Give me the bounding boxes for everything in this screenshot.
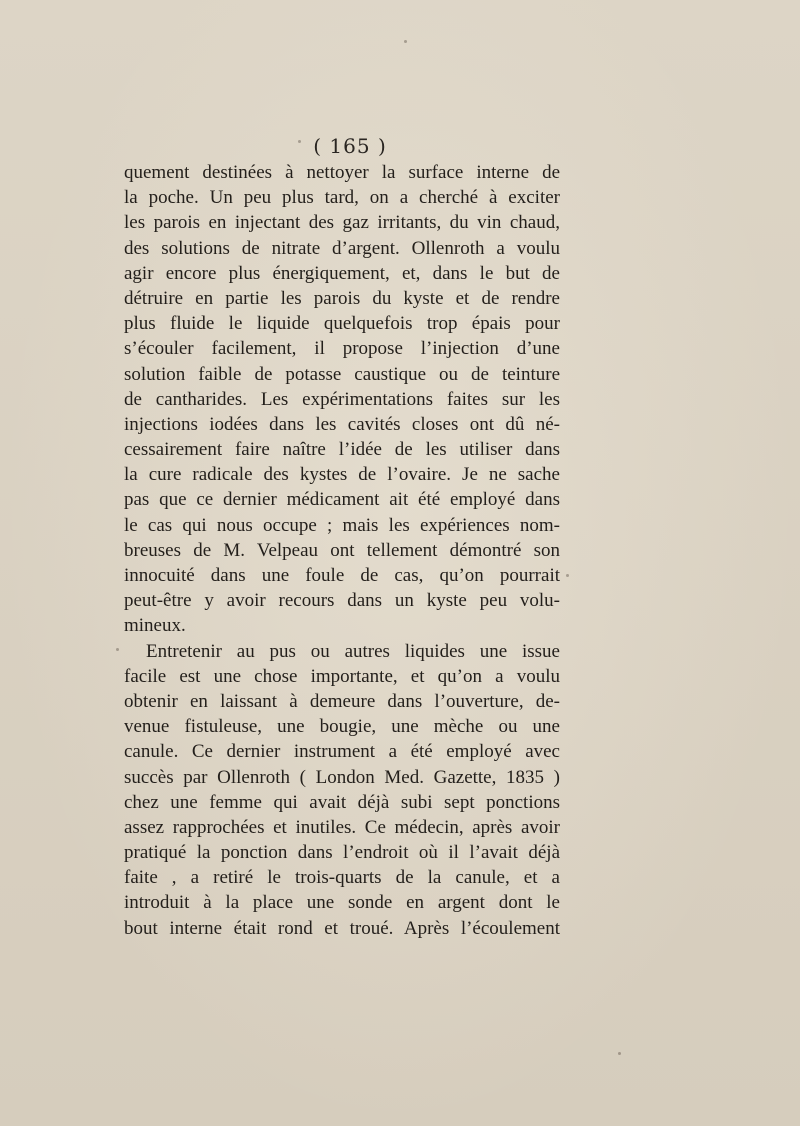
text-line: le cas qui nous occupe ; mais les expériences nom- — [124, 514, 560, 536]
speck — [116, 648, 119, 651]
text-line-paragraph-start: Entretenir au pus ou autres liquides une issue — [146, 640, 560, 662]
text-line: assez rapprochées et inutiles. Ce médecin, après avoir — [124, 816, 560, 838]
text-line: détruire en partie les parois du kyste et de rendre — [124, 287, 560, 309]
text-line-paragraph-end: mineux. — [124, 615, 186, 637]
text-line: breuses de M. Velpeau ont tellement démontré son — [124, 539, 560, 561]
text-line: la cure radicale des kystes de l’ovaire. Je ne sache — [124, 464, 560, 486]
page-number: ( 165 ) — [313, 134, 387, 158]
text-line: pas que ce dernier médicament ait été employé dans — [124, 489, 560, 511]
text-line: des solutions de nitrate d’argent. Ollenroth a voulu — [124, 237, 560, 259]
text-line: venue fistuleuse, une bougie, une mèche ou une — [124, 716, 560, 738]
body-text — [124, 160, 560, 941]
text-line: obtenir en laissant à demeure dans l’ouverture, de- — [124, 690, 560, 712]
text-line: succès par Ollenroth ( London Med. Gazette, 1835 ) — [124, 766, 560, 788]
text-line: agir encore plus énergiquement, et, dans le but de — [124, 262, 560, 284]
speck — [298, 140, 301, 143]
text-line: plus fluide le liquide quelquefois trop épais pour — [124, 313, 560, 335]
text-line: peut-être y avoir recours dans un kyste peu volu- — [124, 590, 560, 612]
text-line: chez une femme qui avait déjà subi sept ponctions — [124, 791, 560, 813]
speck — [404, 40, 407, 43]
text-line: pratiqué la ponction dans l’endroit où il l’avait déjà — [124, 842, 560, 864]
text-line: faite , a retiré le trois-quarts de la canule, et a — [124, 867, 560, 889]
text-line: cessairement faire naître l’idée de les utiliser dans — [124, 439, 560, 461]
speck — [618, 1052, 621, 1055]
text-line: les parois en injectant des gaz irritants, du vin chaud, — [124, 212, 560, 234]
text-line: quement destinées à nettoyer la surface interne de — [124, 162, 560, 183]
text-line: s’écouler facilement, il propose l’injection d’une — [124, 338, 560, 360]
text-line: solution faible de potasse caustique ou de teinture — [124, 363, 560, 385]
text-line: injections iodées dans les cavités closes ont dû né- — [124, 413, 560, 435]
text-line: bout interne était rond et troué. Après l’écoulement — [124, 917, 560, 939]
text-line: de cantharides. Les expérimentations faites sur les — [124, 388, 560, 410]
text-line: facile est une chose importante, et qu’on a voulu — [124, 665, 560, 687]
speck — [566, 574, 569, 577]
text-line: innocuité dans une foule de cas, qu’on pourrait — [124, 565, 560, 586]
text-line: introduit à la place une sonde en argent dont le — [124, 892, 560, 914]
text-line: canule. Ce dernier instrument a été employé avec — [124, 741, 560, 763]
text-line: la poche. Un peu plus tard, on a cherché à exciter — [124, 187, 560, 209]
